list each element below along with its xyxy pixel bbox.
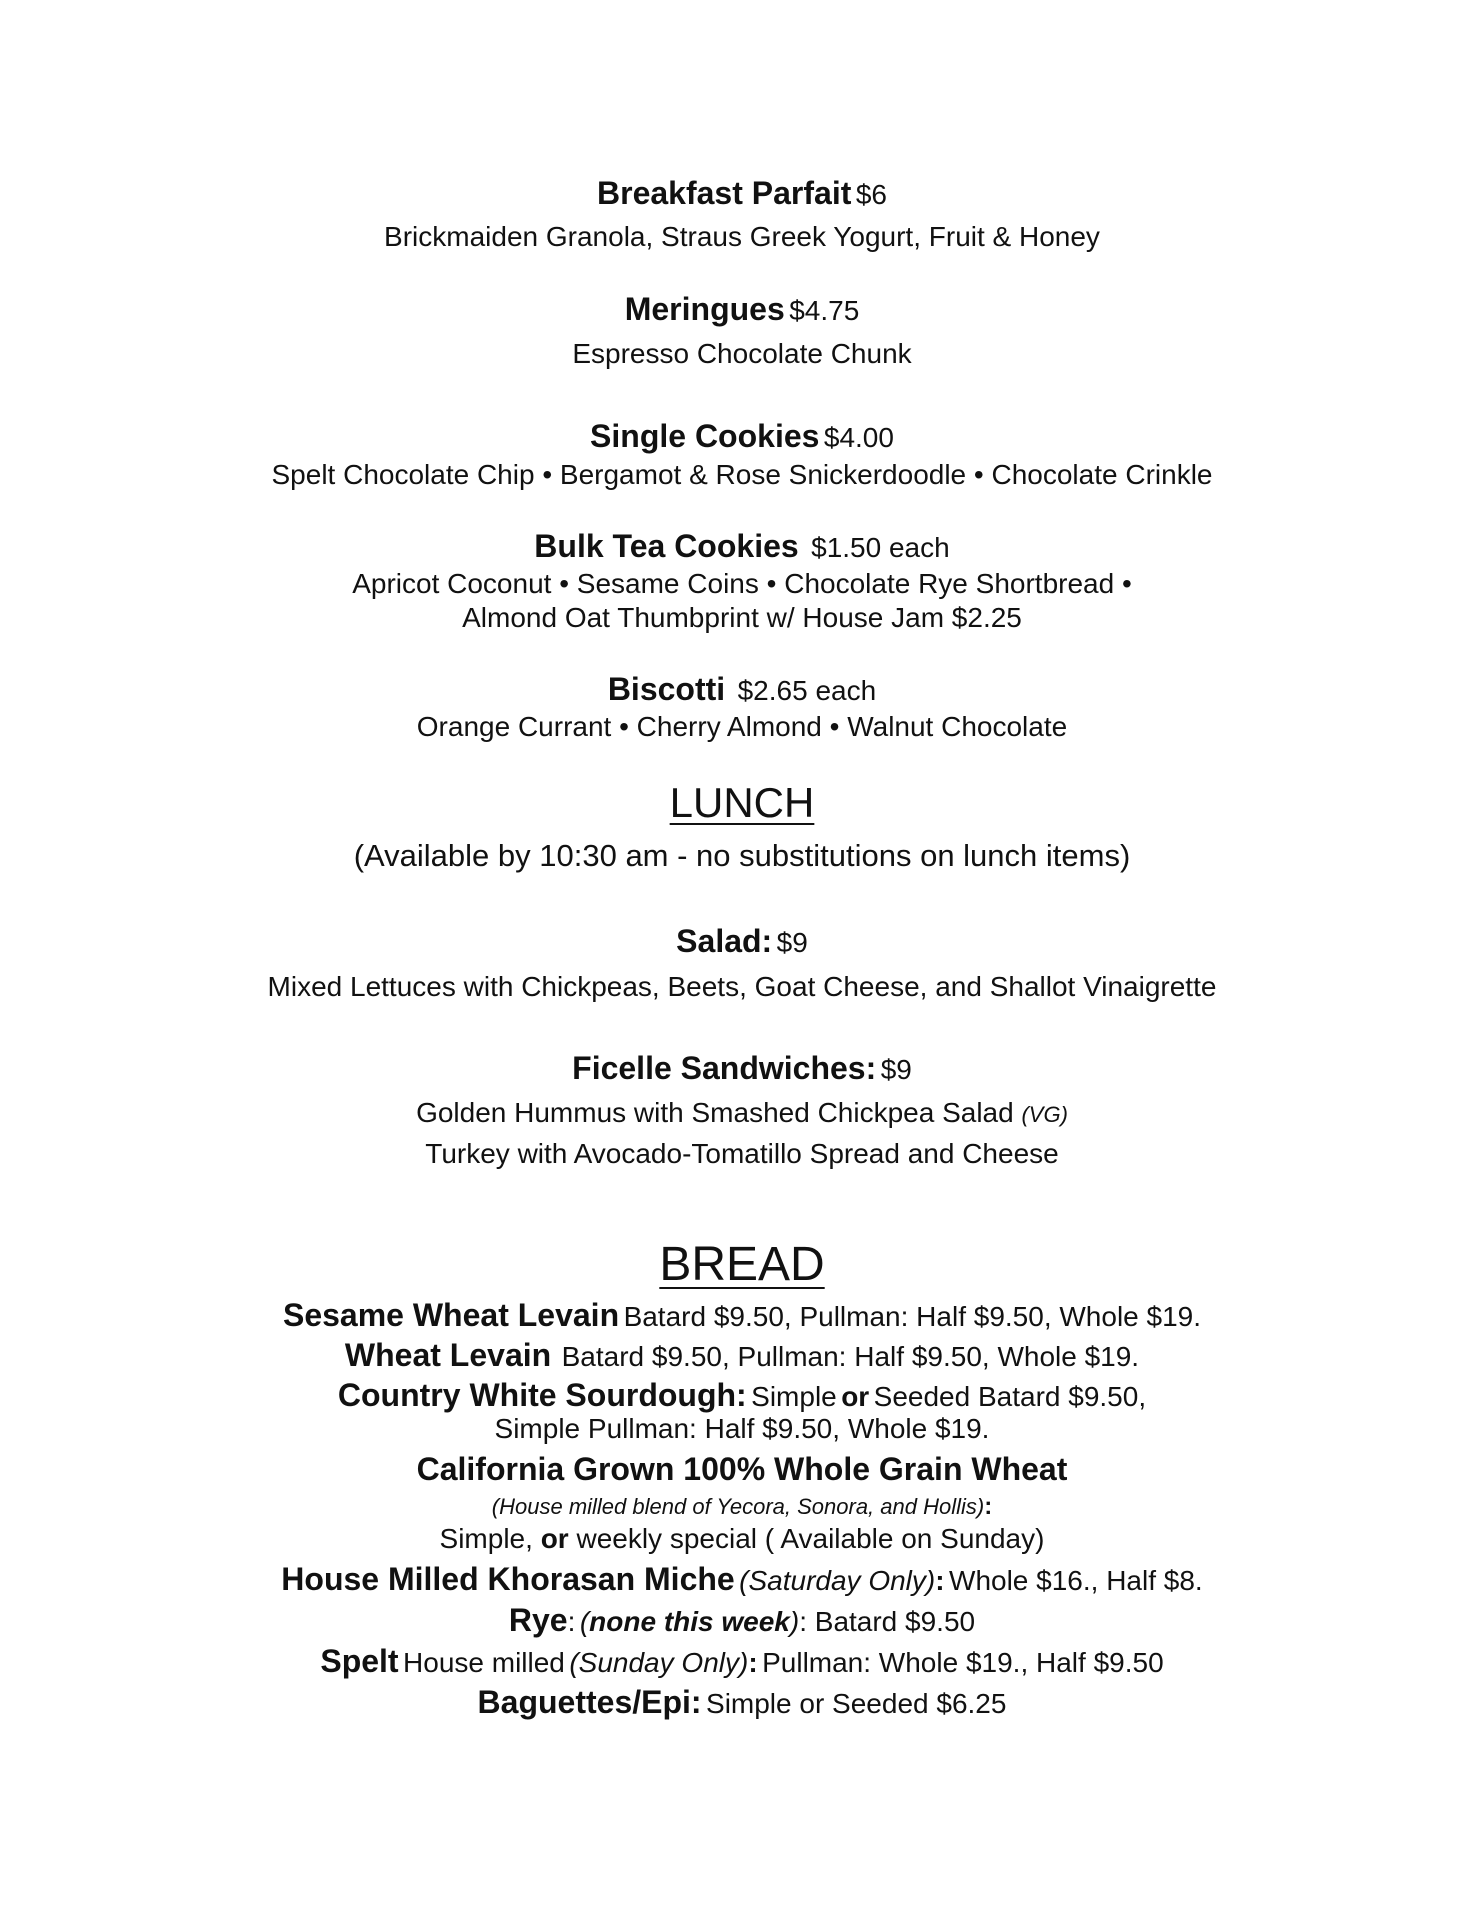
bread-name: Sesame Wheat Levain xyxy=(282,1297,620,1333)
item-description: Apricot Coconut • Sesame Coins • Chocolate Rye Shortbread • xyxy=(352,568,1132,599)
bread-price: Batard $9.50, Pullman: Half $9.50, Whole $19. xyxy=(561,1341,1140,1372)
item-price: $9 xyxy=(880,1054,912,1085)
item-price: $9 xyxy=(776,927,808,958)
item-name: Single Cookies xyxy=(590,418,820,454)
bread-price: : Batard $9.50 xyxy=(799,1606,976,1637)
item-description: Spelt Chocolate Chip • Bergamot & Rose Snickerdoodle • Chocolate Crinkle xyxy=(271,459,1213,490)
item-price: $6 xyxy=(855,179,887,210)
menu-item-title xyxy=(0,420,1484,452)
section-heading-lunch: LUNCH xyxy=(669,779,815,826)
bread-item xyxy=(0,1339,1484,1371)
vegan-tag: (VG) xyxy=(1021,1102,1068,1127)
item-price: $4.75 xyxy=(789,295,860,326)
item-name: Biscotti xyxy=(607,671,726,707)
bread-name: California Grown 100% Whole Grain Wheat xyxy=(416,1451,1068,1487)
item-description: Brickmaiden Granola, Straus Greek Yogurt, Fruit & Honey xyxy=(384,221,1100,252)
bread-item: Country White Sourdough: Simple or Seeded Batard $9.50, xyxy=(337,1377,1147,1413)
menu-item-title xyxy=(0,530,1484,562)
sandwich-option: Turkey with Avocado-Tomatillo Spread and Cheese xyxy=(425,1138,1059,1169)
bread-name: Country White Sourdough: xyxy=(337,1377,747,1413)
item-price: $4.00 xyxy=(823,422,894,453)
menu-item-title xyxy=(0,293,1484,325)
item-name: Salad: xyxy=(676,923,773,959)
item-description: Orange Currant • Cherry Almond • Walnut Chocolate xyxy=(416,711,1068,742)
menu-item-title xyxy=(0,673,1484,705)
menu-item-title xyxy=(0,1052,1484,1084)
item-description: Espresso Chocolate Chunk xyxy=(572,338,912,369)
bread-name: Wheat Levain xyxy=(344,1337,552,1373)
section-heading-bread: BREAD xyxy=(659,1238,825,1291)
sandwich-option: Golden Hummus with Smashed Chickpea Salad (VG) xyxy=(416,1097,1068,1128)
item-description: Almond Oat Thumbprint w/ House Jam $2.25 xyxy=(462,602,1022,633)
item-name: Bulk Tea Cookies xyxy=(534,528,799,564)
item-name: Ficelle Sandwiches: xyxy=(572,1050,877,1086)
item-description: Mixed Lettuces with Chickpeas, Beets, Goat Cheese, and Shallot Vinaigrette xyxy=(267,971,1217,1002)
bread-price: Simple, or weekly special ( Available on Sunday) xyxy=(439,1523,1045,1554)
bread-item xyxy=(0,1686,1484,1718)
bread-item: Rye: (none this week): Batard $9.50 xyxy=(508,1602,976,1638)
menu-item-title xyxy=(0,177,1484,209)
bread-name: Baguettes/Epi: xyxy=(477,1684,702,1720)
bread-price: Batard $9.50, Pullman: Half $9.50, Whole $19. xyxy=(623,1301,1202,1332)
bread-item xyxy=(0,1453,1484,1485)
item-price: $2.65 each xyxy=(737,675,877,706)
bread-name: Rye xyxy=(508,1602,568,1638)
bread-price: Simple Pullman: Half $9.50, Whole $19. xyxy=(494,1413,990,1444)
menu-item-title xyxy=(0,925,1484,957)
item-name: Breakfast Parfait xyxy=(597,175,852,211)
lunch-note: (Available by 10:30 am - no substitutions on lunch items) xyxy=(353,838,1131,873)
bread-price: Simple or Seeded $6.25 xyxy=(706,1688,1007,1719)
bread-item: Spelt House milled (Sunday Only): Pullman: Whole $19., Half $9.50 xyxy=(320,1643,1164,1679)
bread-item xyxy=(0,1299,1484,1331)
item-name: Meringues xyxy=(624,291,785,327)
bread-name: House Milled Khorasan Miche xyxy=(281,1561,735,1597)
bread-item: House Milled Khorasan Miche (Saturday Only): Whole $16., Half $8. xyxy=(281,1561,1203,1597)
item-price: $1.50 each xyxy=(811,532,950,563)
bread-price: Whole $16., Half $8. xyxy=(949,1565,1203,1596)
bread-name: Spelt xyxy=(320,1643,399,1679)
bread-price: Pullman: Whole $19., Half $9.50 xyxy=(762,1647,1164,1678)
bread-note: (House milled blend of Yecora, Sonora, and Hollis): xyxy=(491,1493,993,1520)
